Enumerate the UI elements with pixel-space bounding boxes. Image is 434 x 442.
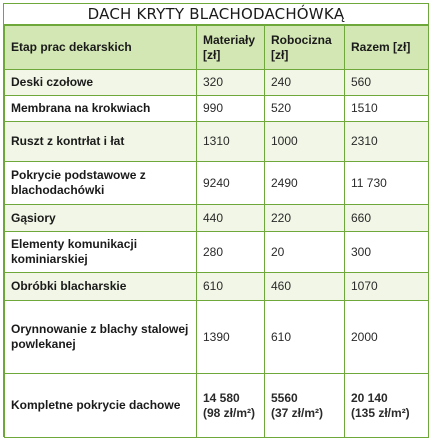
cell-labour: 1000 <box>265 122 345 162</box>
total-labour <box>265 374 345 438</box>
table-row <box>5 96 429 122</box>
cell-total: 300 <box>345 232 429 273</box>
cell-materials: 280 <box>197 232 265 273</box>
table-row <box>5 70 429 96</box>
cell-materials: 990 <box>197 96 265 122</box>
total-materials <box>197 374 265 438</box>
row-label: Membrana na krokwiach <box>5 96 197 122</box>
cell-materials: 9240 <box>197 162 265 205</box>
cell-materials: 1390 <box>197 301 265 374</box>
total-sum-per-m2: (135 zł/m²) <box>351 405 410 420</box>
cell-total: 1070 <box>345 273 429 301</box>
row-label: Orynnowanie z blachy stalowej powlekanej <box>5 301 197 374</box>
total-row <box>5 374 429 438</box>
row-label: Elementy komunikacji kominiarskiej <box>5 232 197 273</box>
table-row <box>5 232 429 273</box>
cell-materials: 440 <box>197 205 265 232</box>
cell-materials: 320 <box>197 70 265 96</box>
cell-total: 2000 <box>345 301 429 374</box>
total-labour-per-m2: (37 zł/m²) <box>271 405 324 420</box>
total-labour-value: 5560 <box>271 390 298 405</box>
cell-labour: 460 <box>265 273 345 301</box>
table-row <box>5 162 429 205</box>
cell-total: 11 730 <box>345 162 429 205</box>
cell-labour: 520 <box>265 96 345 122</box>
column-header-materials: Materiały [zł] <box>197 26 265 70</box>
cell-total: 2310 <box>345 122 429 162</box>
cell-total: 560 <box>345 70 429 96</box>
cell-labour: 2490 <box>265 162 345 205</box>
cost-table <box>4 25 429 438</box>
table-row <box>5 122 429 162</box>
total-sum-value: 20 140 <box>351 390 388 405</box>
cell-materials: 610 <box>197 273 265 301</box>
cell-total: 1510 <box>345 96 429 122</box>
column-header-total: Razem [zł] <box>345 26 429 70</box>
cell-labour: 220 <box>265 205 345 232</box>
column-header-labour: Robocizna [zł] <box>265 26 345 70</box>
row-label: Deski czołowe <box>5 70 197 96</box>
table-row <box>5 273 429 301</box>
table-title: DACH KRYTY BLACHODACHÓWKĄ <box>4 4 428 25</box>
cell-materials: 1310 <box>197 122 265 162</box>
row-label: Obróbki blacharskie <box>5 273 197 301</box>
cost-table-panel <box>3 3 429 437</box>
total-sum <box>345 374 429 438</box>
total-label: Kompletne pokrycie dachowe <box>5 374 197 438</box>
cell-total: 660 <box>345 205 429 232</box>
table-row <box>5 205 429 232</box>
row-label: Pokrycie podstawowe z blachodachówki <box>5 162 197 205</box>
row-label: Gąsiory <box>5 205 197 232</box>
table-row <box>5 301 429 374</box>
cell-labour: 240 <box>265 70 345 96</box>
row-label: Ruszt z kontrłat i łat <box>5 122 197 162</box>
column-header-stage: Etap prac dekarskich <box>5 26 197 70</box>
total-materials-per-m2: (98 zł/m²) <box>203 405 256 420</box>
cell-labour: 20 <box>265 232 345 273</box>
table-header-row <box>5 26 429 70</box>
cell-labour: 610 <box>265 301 345 374</box>
total-materials-value: 14 580 <box>203 390 240 405</box>
